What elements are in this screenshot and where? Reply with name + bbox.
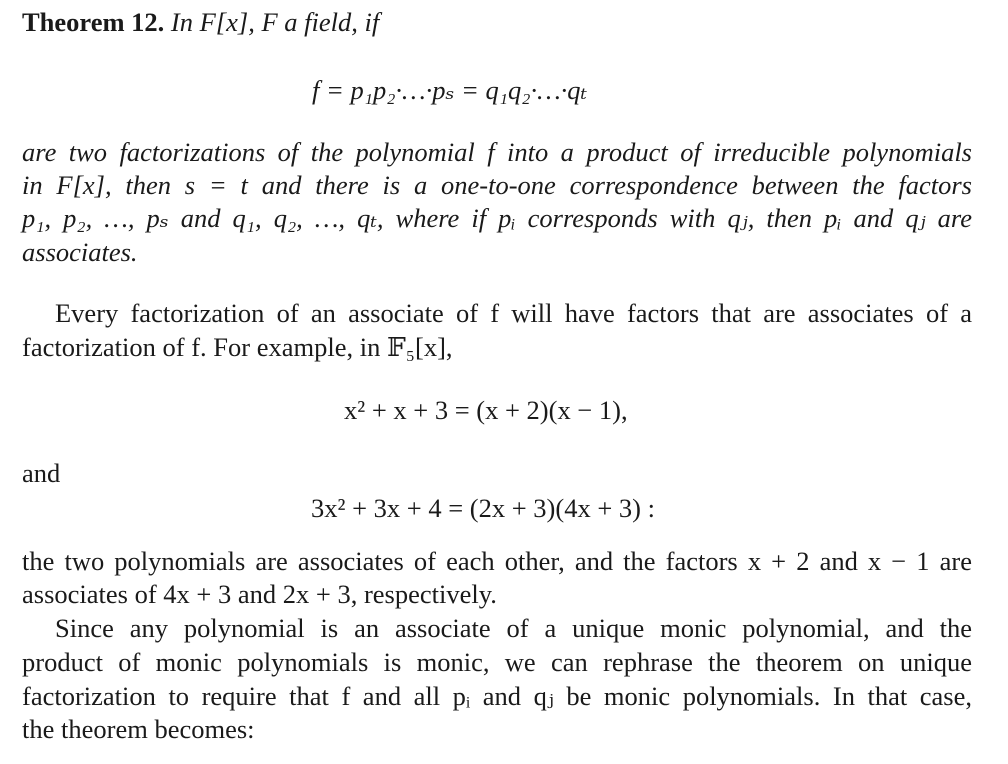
paragraph2-line-2: associates of 4x + 3 and 2x + 3, respectively. [22, 579, 497, 609]
theorem-header [22, 6, 379, 38]
paragraph3-line-4: the theorem becomes: [22, 714, 255, 744]
theorem-body-line-1: are two factorizations of the polynomial f into a product of irreducible polynomials [22, 137, 972, 167]
paragraph3-line-2: product of monic polynomials is monic, we can rephrase the theorem on unique [22, 647, 972, 677]
paragraph1-line-1: Every factorization of an associate of f will have factors that are associates of a [55, 298, 972, 328]
theorem-label: Theorem 12. [22, 7, 165, 37]
theorem-body-line-4: associates. [22, 237, 138, 267]
paragraph2-line-1: the two polynomials are associates of each other, and the factors x + 2 and x − 1 are [22, 546, 972, 576]
paragraph3-line-3: factorization to require that f and all pᵢ and qⱼ be monic polynomials. In that case, [22, 681, 972, 711]
theorem-body-line-2: in F[x], then s = t and there is a one-to-one correspondence between the factors [22, 170, 972, 200]
equation-2: 3x² + 3x + 4 = (2x + 3)(4x + 3) : [311, 493, 655, 523]
equation-1: x² + x + 3 = (x + 2)(x − 1), [344, 395, 628, 425]
paragraph3-line-1: Since any polynomial is an associate of a unique monic polynomial, and the [55, 613, 972, 643]
connector-and: and [22, 458, 61, 488]
paragraph1-line-2: factorization of f. For example, in 𝔽₅[x], [22, 332, 453, 362]
theorem-body-line-3: p₁, p₂, …, pₛ and q₁, q₂, …, qₜ, where if pᵢ corresponds with qⱼ, then pᵢ and qⱼ are [22, 203, 972, 233]
theorem-display-equation: f = p₁p₂·…·pₛ = q₁q₂·…·qₜ [312, 75, 588, 105]
theorem-header-text: In F[x], F a field, if [170, 7, 380, 37]
